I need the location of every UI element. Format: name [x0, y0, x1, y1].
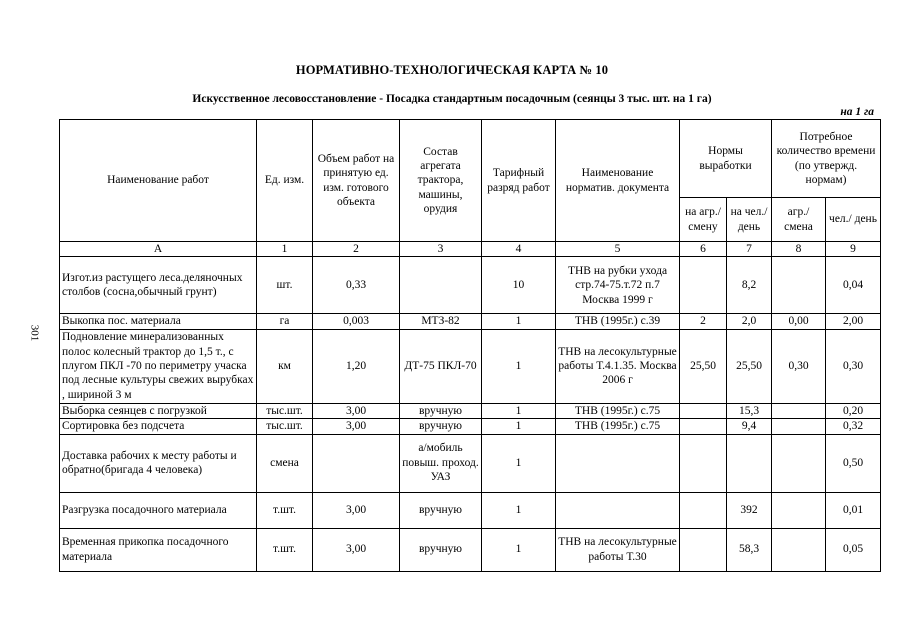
work-name: Разгрузка посадочного материала	[60, 492, 257, 528]
header-name: Наименование работ	[60, 120, 257, 242]
norm-agr-cell	[680, 434, 727, 492]
time-agr-cell	[772, 528, 826, 571]
norm-agr-cell: 2	[680, 314, 727, 329]
table-row	[60, 329, 881, 403]
time-person-cell: 0,32	[826, 419, 881, 434]
rate-cell: 1	[482, 314, 556, 329]
norm-person-cell	[727, 434, 772, 492]
volume-cell: 3,00	[313, 419, 400, 434]
work-name: Выборка сеянцев с погрузкой	[60, 403, 257, 418]
norm-agr-cell	[680, 257, 727, 314]
header-norms: Нормы выработки	[680, 120, 772, 198]
header-document: Наименование норматив. документа	[556, 120, 680, 242]
document-subtitle: Искусственное лесовосстановление - Посадка стандартным посадочным (сеянцы 3 тыс. шт. на 1 га)	[192, 93, 712, 105]
document-cell: ТНВ (1995г.) с.39	[556, 314, 680, 329]
unit-cell: т.шт.	[257, 492, 313, 528]
rate-cell: 1	[482, 434, 556, 492]
header-norms-person: на чел./ день	[727, 198, 772, 242]
composition-cell: вручную	[400, 492, 482, 528]
work-name: Выкопка пос. материала	[60, 314, 257, 329]
column-index: 5	[556, 242, 680, 257]
time-person-cell: 0,50	[826, 434, 881, 492]
document-cell	[556, 434, 680, 492]
document-title: НОРМАТИВНО-ТЕХНОЛОГИЧЕСКАЯ КАРТА № 10	[295, 63, 609, 77]
header-unit: Ед. изм.	[257, 120, 313, 242]
composition-cell: а/мобиль повыш. проход. УАЗ	[400, 434, 482, 492]
document-cell: ТНВ (1995г.) с.75	[556, 419, 680, 434]
rate-cell: 10	[482, 257, 556, 314]
column-index: 8	[772, 242, 826, 257]
norm-person-cell: 8,2	[727, 257, 772, 314]
table-row	[60, 403, 881, 418]
table-row	[60, 314, 881, 329]
norms-table	[59, 119, 881, 572]
document-cell: ТНВ на лесокультурные работы Т.30	[556, 528, 680, 571]
header-time-agr: агр./ смена	[772, 198, 826, 242]
norm-agr-cell	[680, 492, 727, 528]
unit-cell: смена	[257, 434, 313, 492]
time-person-cell: 0,01	[826, 492, 881, 528]
norm-agr-cell	[680, 403, 727, 418]
page-number: 301	[28, 324, 41, 342]
norm-agr-cell	[680, 419, 727, 434]
rate-cell: 1	[482, 419, 556, 434]
work-name: Сортировка без подсчета	[60, 419, 257, 434]
composition-cell: МТЗ-82	[400, 314, 482, 329]
norm-person-cell: 25,50	[727, 329, 772, 403]
column-index: 3	[400, 242, 482, 257]
volume-cell: 0,33	[313, 257, 400, 314]
column-index: А	[60, 242, 257, 257]
volume-cell: 3,00	[313, 528, 400, 571]
table-row	[60, 419, 881, 434]
document-cell: ТНВ (1995г.) с.75	[556, 403, 680, 418]
composition-cell	[400, 257, 482, 314]
time-agr-cell	[772, 419, 826, 434]
time-agr-cell: 0,00	[772, 314, 826, 329]
work-name: Изгот.из растущего леса.деляночных столбов (сосна,обычный грунт)	[60, 257, 257, 314]
time-person-cell: 2,00	[826, 314, 881, 329]
header-rate: Тарифный разряд работ	[482, 120, 556, 242]
table-row	[60, 257, 881, 314]
unit-cell: км	[257, 329, 313, 403]
norm-agr-cell: 25,50	[680, 329, 727, 403]
unit-cell: тыс.шт.	[257, 419, 313, 434]
unit-cell: шт.	[257, 257, 313, 314]
table-row	[60, 492, 881, 528]
column-index-row	[60, 242, 881, 257]
work-name: Временная прикопка посадочного материала	[60, 528, 257, 571]
column-index: 6	[680, 242, 727, 257]
composition-cell: ДТ-75 ПКЛ-70	[400, 329, 482, 403]
column-index: 1	[257, 242, 313, 257]
rate-cell: 1	[482, 329, 556, 403]
time-agr-cell	[772, 257, 826, 314]
header-time-person: чел./ день	[826, 198, 881, 242]
column-index: 2	[313, 242, 400, 257]
unit-cell: т.шт.	[257, 528, 313, 571]
time-person-cell: 0,05	[826, 528, 881, 571]
unit-note: на 1 га	[840, 106, 874, 118]
composition-cell: вручную	[400, 528, 482, 571]
column-index: 4	[482, 242, 556, 257]
norm-person-cell: 9,4	[727, 419, 772, 434]
norm-agr-cell	[680, 528, 727, 571]
composition-cell: вручную	[400, 419, 482, 434]
rate-cell: 1	[482, 403, 556, 418]
table-row	[60, 528, 881, 571]
column-index: 7	[727, 242, 772, 257]
rate-cell: 1	[482, 528, 556, 571]
time-agr-cell	[772, 492, 826, 528]
volume-cell: 3,00	[313, 403, 400, 418]
volume-cell: 1,20	[313, 329, 400, 403]
header-norms-agr: на агр./ смену	[680, 198, 727, 242]
time-person-cell: 0,20	[826, 403, 881, 418]
time-person-cell: 0,04	[826, 257, 881, 314]
document-cell	[556, 492, 680, 528]
norm-person-cell: 392	[727, 492, 772, 528]
norm-person-cell: 58,3	[727, 528, 772, 571]
table-row	[60, 434, 881, 492]
norm-person-cell: 15,3	[727, 403, 772, 418]
volume-cell	[313, 434, 400, 492]
unit-cell: тыс.шт.	[257, 403, 313, 418]
document-cell: ТНВ на лесокультурные работы Т.4.1.35. Москва 2006 г	[556, 329, 680, 403]
rate-cell: 1	[482, 492, 556, 528]
document-cell: ТНВ на рубки ухода стр.74-75.т.72 п.7 Москва 1999 г	[556, 257, 680, 314]
time-agr-cell	[772, 434, 826, 492]
header-volume: Объем работ на принятую ед. изм. готового объекта	[313, 120, 400, 242]
column-index: 9	[826, 242, 881, 257]
header-time: Потребное количество времени (по утвержд. нормам)	[772, 120, 881, 198]
composition-cell: вручную	[400, 403, 482, 418]
time-agr-cell: 0,30	[772, 329, 826, 403]
header-composition: Состав агрегата трактора, машины, орудия	[400, 120, 482, 242]
work-name: Подновление минерализованных полос колесный трактор до 1,5 т., с плугом ПКЛ -70 по периметру учаска под лесные культуры свежих вырубках , шириной 3 м	[60, 329, 257, 403]
volume-cell: 3,00	[313, 492, 400, 528]
volume-cell: 0,003	[313, 314, 400, 329]
unit-cell: га	[257, 314, 313, 329]
norm-person-cell: 2,0	[727, 314, 772, 329]
time-person-cell: 0,30	[826, 329, 881, 403]
time-agr-cell	[772, 403, 826, 418]
work-name: Доставка рабочих к месту работы и обратно(бригада 4 человека)	[60, 434, 257, 492]
